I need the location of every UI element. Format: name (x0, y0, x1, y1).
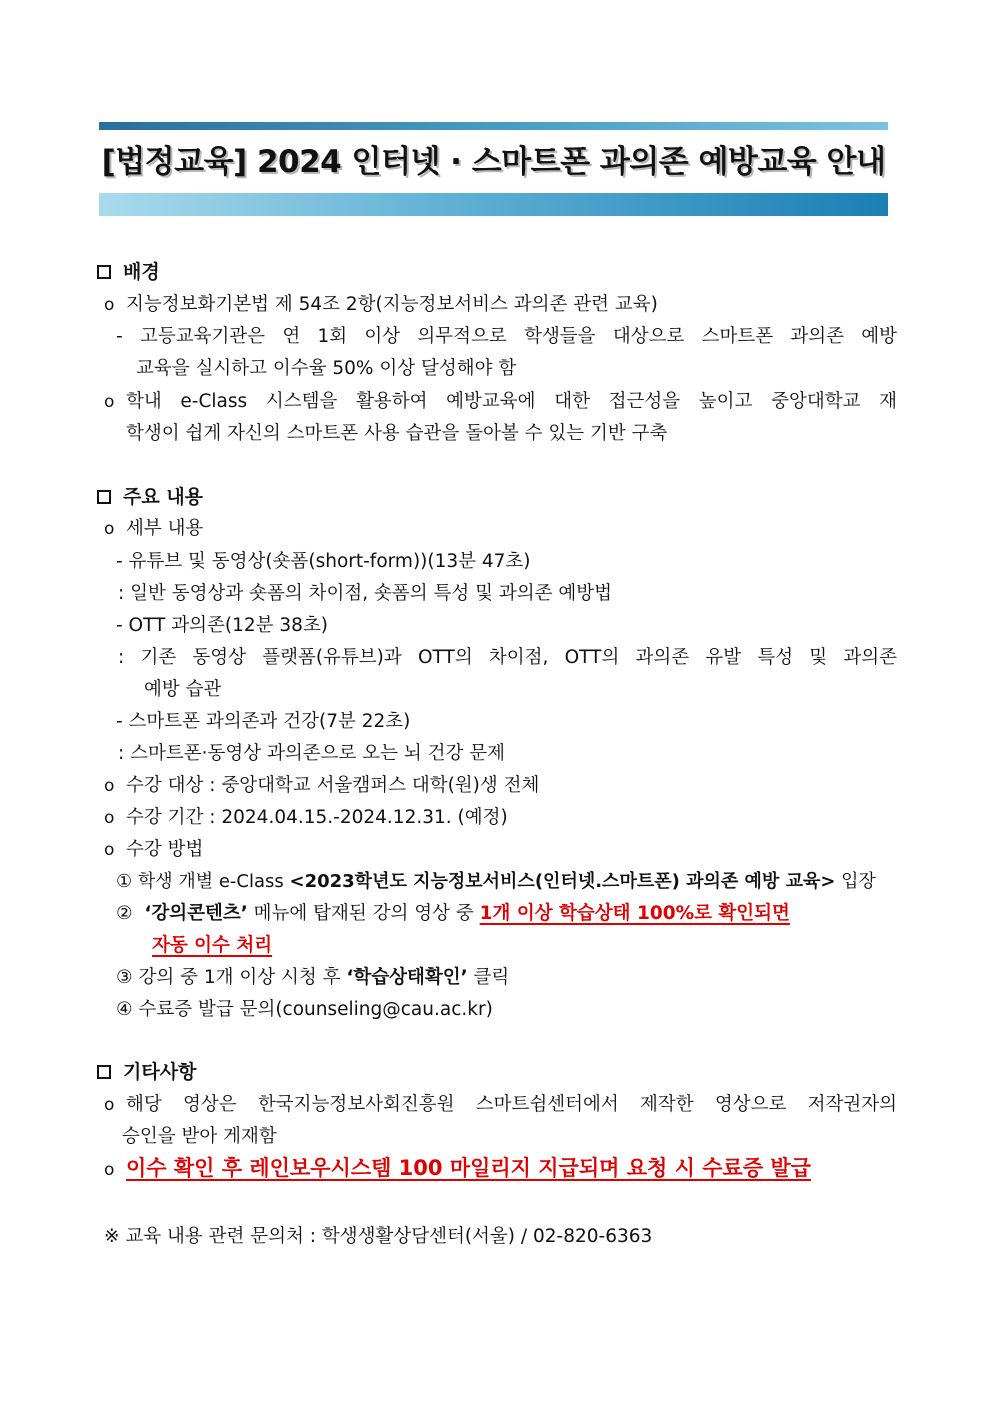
list-item (104, 1155, 811, 1189)
bullet-circle-icon: o (104, 1095, 115, 1115)
bullet-circle-icon: o (104, 808, 115, 828)
course-name: <2023학년도 지능정보서비스(인터넷.스마트폰) 과의존 예방 교육> (289, 871, 836, 892)
step-2: ② ‘강의콘텐츠’ 메뉴에 탑재된 강의 영상 중 1개 이상 학습상태 100%로 확인되면 (116, 903, 790, 924)
step-4: ④ 수료증 발급 문의(counseling@cau.ac.kr) (116, 999, 493, 1020)
mileage-notice: 이수 확인 후 레인보우시스템 100 마일리지 지급되며 요청 시 수료증 발급 (126, 1156, 811, 1180)
checkbox-square-icon (97, 490, 111, 504)
checkbox-square-icon (97, 1065, 111, 1079)
step-2-continued (152, 933, 272, 961)
list-item: : 일반 동영상과 숏폼의 차이점, 숏폼의 특성 및 과의존 예방법 (118, 583, 612, 604)
section-heading-other: 기타사항 (97, 1059, 196, 1087)
list-item: o 수강 기간 : 2024.04.15.-2024.12.31. (예정) (104, 805, 508, 833)
list-item: 교육을 실시하고 이수율 50% 이상 달성해야 함 (136, 358, 517, 379)
checkbox-square-icon (97, 265, 111, 279)
list-item: o 세부 내용 (104, 516, 203, 544)
completion-condition: 1개 이상 학습상태 100%로 확인되면 (479, 903, 790, 924)
title-bottom-bar (99, 193, 888, 216)
bullet-circle-icon: o (104, 1160, 115, 1180)
bullet-circle-icon: o (104, 295, 115, 315)
list-item: : 기존 동영상 플랫폼(유튜브)과 OTT의 차이점, OTT의 과의존 유발 특성 및 과의존 (118, 647, 897, 668)
list-item: 예방 습관 (144, 679, 222, 700)
list-item: o 수강 방법 (104, 837, 203, 865)
section-heading-background: 배경 (97, 259, 160, 287)
bullet-circle-icon: o (104, 776, 115, 796)
auto-completion: 자동 이수 처리 (152, 935, 273, 956)
section-heading-main: 주요 내용 (97, 484, 203, 512)
bullet-circle-icon: o (104, 840, 115, 860)
bullet-circle-icon: o (104, 519, 115, 539)
contact-footer: ※ 교육 내용 관련 문의처 : 학생생활상담센터(서울) / 02-820-6363 (104, 1226, 653, 1247)
list-item: 학생이 쉽게 자신의 스마트폰 사용 습관을 돌아볼 수 있는 기반 구축 (126, 423, 668, 444)
bullet-circle-icon: o (104, 392, 115, 412)
step-3: ③ 강의 중 1개 이상 시청 후 ‘학습상태확인’ 클릭 (116, 967, 510, 988)
list-item: - 고등교육기관은 연 1회 이상 의무적으로 학생들을 대상으로 스마트폰 과의존 예방 (116, 326, 897, 347)
list-item: o 수강 대상 : 중앙대학교 서울캠퍼스 대학(원)생 전체 (104, 773, 539, 801)
title-top-bar (99, 122, 888, 130)
list-item: - OTT 과의존(12분 38초) (116, 615, 329, 636)
list-item: 승인을 받아 게재함 (122, 1126, 277, 1147)
list-item: o 지능정보화기본법 제 54조 2항(지능정보서비스 과의존 관련 교육) (104, 292, 658, 320)
list-item: o 학내 e-Class 시스템을 활용하여 예방교육에 대한 접근성을 높이고 중앙대학교 재 (104, 389, 897, 417)
step-1: ① 학생 개별 e-Class <2023학년도 지능정보서비스(인터넷.스마트폰) 과의존 예방 교육> 입장 (116, 871, 876, 892)
page-title: [법정교육] 2024 인터넷 · 스마트폰 과의존 예방교육 안내 (101, 144, 886, 180)
list-item: - 스마트폰 과의존과 건강(7분 22초) (116, 711, 411, 732)
list-item: o 해당 영상은 한국지능정보사회진흥원 스마트쉼센터에서 제작한 영상으로 저작권자의 (104, 1092, 897, 1120)
list-item: : 스마트폰·동영상 과의존으로 오는 뇌 건강 문제 (118, 743, 505, 764)
list-item: - 유튜브 및 동영상(숏폼(short-form))(13분 47초) (116, 551, 531, 572)
